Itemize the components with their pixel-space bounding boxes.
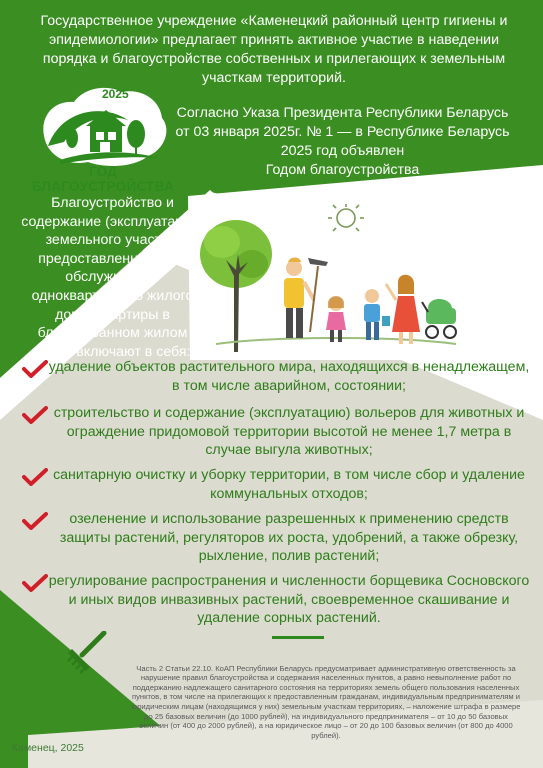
check-icon: [22, 574, 48, 592]
list-item-text: регулирование распространения и численности борщевика Сосновского и иных видов инвазивных растений, своевременное скашивание и удаление сорных растений.: [48, 573, 530, 627]
intro-text: Государственное учреждение «Каменецкий районный центр гигиены и эпидемиологии» предлагает принять активное участие в наведении порядка и благоустройстве собственных и прилегающих к земельным участкам территорий.: [40, 13, 508, 86]
check-icon: [22, 406, 48, 424]
decree-line-2: от 03 января 2025г. № 1 — в Республике Беларусь: [175, 124, 510, 140]
list-item-text: строительство и содержание (эксплуатацию) вольеров для животных и ограждение придомовой территории высотой не менее 1,7 метра в случае выгула животных;: [53, 405, 525, 459]
legal-note: Часть 2 Статьи 22.10. КоАП Республики Беларусь предусматривает административную ответственность за нарушение правил благоустройства и содержания населенных пунктов, а равно невыполнение работ по поддержанию надлежащего санитарного состояния на территориях земель общего пользования населенных пунктов, в том числе на прилегающих к предоставленным гражданам, индивидуальным предпринимателям и юридическим лицам (находящимся у них) земельным участкам территориях, – наложение штрафа в размере до 25 базовых величин (до 1000 рублей), на индивидуального предпринимателя – от 10 до 50 базовых величин (от 400 до 2000 рублей), а на юридическое лицо – от 20 до 100 базовых величин (от 800 до 4000 рублей).: [131, 663, 521, 740]
list-item-text: озеленение и использование разрешенных к применению средств защиты растений, регуляторов их роста, удобрений, а также обрезку, рыхление, полив растений;: [59, 511, 519, 565]
decree-line-3: 2025 год объявлен: [280, 143, 405, 159]
check-icon: [22, 512, 48, 530]
logo-caption: ГОД БЛАГОУСТРОЙСТВА: [31, 164, 175, 194]
list-item-text: удаление объектов растительного мира, находящихся в ненадлежащем, в том числе аварийном, состоянии;: [48, 359, 530, 394]
footer-text: Каменец, 2025: [12, 742, 84, 754]
divider: [272, 636, 324, 639]
list-item-text: санитарную очистку и уборку территории, в том числе сбор и удаление коммунальных отходов;: [53, 467, 525, 502]
rake-icon: [64, 631, 108, 677]
logo-year: 2025: [102, 87, 129, 101]
check-icon: [22, 360, 48, 378]
decree-line-4: Годом благоустройства: [265, 162, 420, 178]
check-icon: [22, 468, 48, 486]
subtitle: Благоустройство и содержание (эксплуатация) земельного участка, предоставленного для обслуживания одноквартирного жилого дома, квартиры в блокированном жилом доме, включают в себя:: [21, 195, 204, 360]
decree-line-1: Согласно Указа Президента Республики Беларусь: [176, 105, 509, 121]
